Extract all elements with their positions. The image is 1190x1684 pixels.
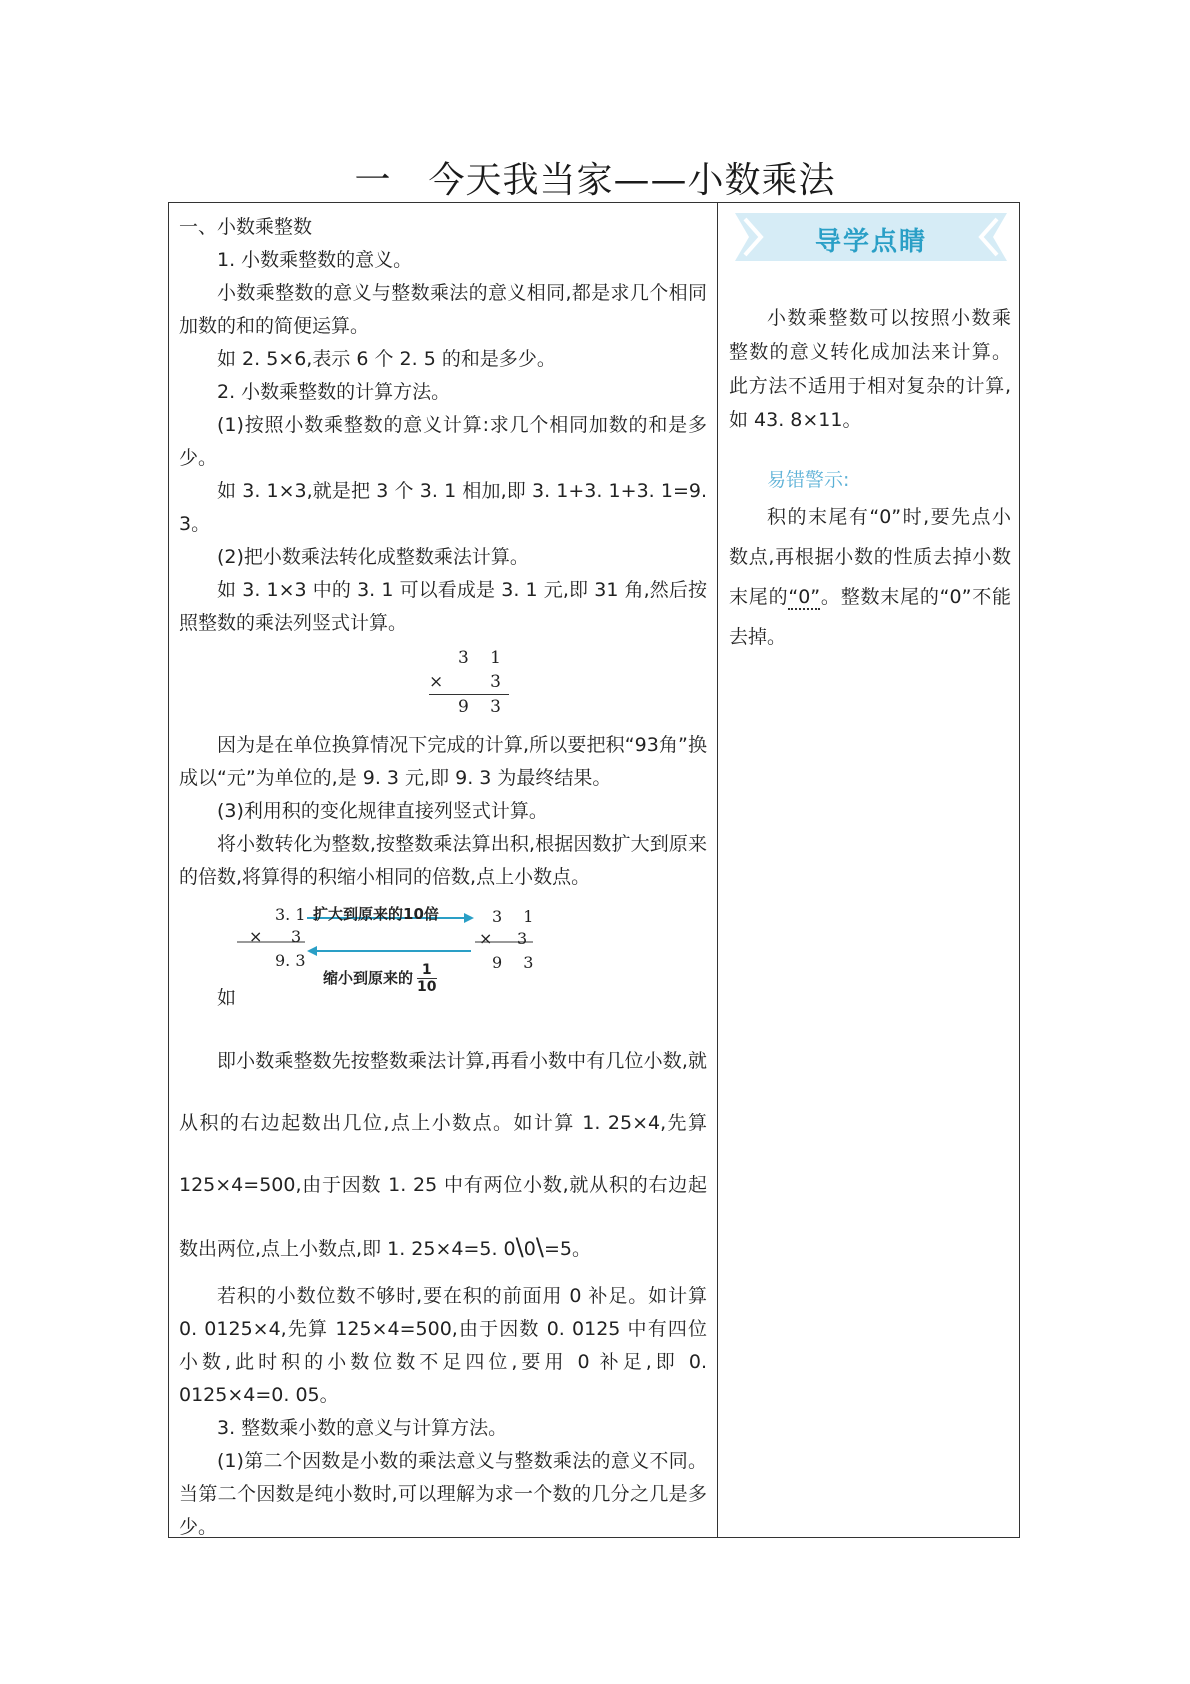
vertical-result: 9 3 <box>457 697 509 717</box>
section-heading: 一、小数乘整数 <box>179 216 313 238</box>
guide-text: 小数乘整数可以按照小数乘整数的意义转化成加法来计算。此方法不适用于相对复杂的计算,如 43. 8×11。 <box>729 307 1011 431</box>
fraction-numerator: 1 <box>417 962 436 979</box>
paragraph-text: 即小数乘整数先按整数乘法计算,再看小数中有几位小数,就从积的右边起数出几位,点上小数点。如计算 1. 25×4,先算 125×4=500,由于因数 1. 25 中有两位小数,就从积的右边起数出两位,点上小数点,即 1. 25×4=5. 0 <box>179 1050 707 1260</box>
paragraph: (3)利用积的变化规律直接列竖式计算。 <box>217 800 548 822</box>
paragraph-text-tail-b: =5。 <box>543 1238 591 1260</box>
times-sign: × <box>479 929 493 948</box>
paragraph: 如 3. 1×3,就是把 3 个 3. 1 相加,即 3. 1+3. 1+3. 1=9. 3。 <box>179 480 707 535</box>
fraction-denominator: 10 <box>417 979 437 995</box>
diagram-graphics <box>179 898 707 1030</box>
fraction <box>417 962 436 995</box>
left-multiplier: 3 <box>291 927 302 946</box>
left-top: 3. 1 <box>275 905 306 924</box>
warning-title: 易错警示: <box>767 469 850 491</box>
paragraph: (2)把小数乘法转化成整数乘法计算。 <box>217 546 529 568</box>
crossout-slash: \ <box>515 1233 524 1261</box>
paragraph: (1)按照小数乘整数的意义计算:求几个相同加数的和是多少。 <box>179 414 707 469</box>
subheading-2: 2. 小数乘整数的计算方法。 <box>217 381 451 403</box>
right-result: 9 3 <box>492 953 542 972</box>
crossout-slash: \ <box>535 1233 544 1261</box>
main-column <box>179 211 707 1544</box>
arrow-enlarge-head <box>464 913 474 923</box>
subheading-1: 1. 小数乘整数的意义。 <box>217 249 413 271</box>
times-sign: × <box>249 927 263 946</box>
sidebar-body <box>729 301 1011 657</box>
paragraph: (1)第二个因数是小数的乘法意义与整数乘法的意义不同。当第二个因数是纯小数时,可以理解为求一个数的几分之几是多少。 <box>179 1450 707 1538</box>
paragraph <box>179 1030 707 1280</box>
subheading-3: 3. 整数乘小数的意义与计算方法。 <box>217 1417 508 1439</box>
paragraph-text-tail-a: 0 <box>523 1238 536 1260</box>
times-sign: × <box>429 672 452 692</box>
arrow-shrink-label: 缩小到原来的 <box>323 969 414 987</box>
column-divider <box>717 203 718 1537</box>
vertical-top: 3 1 <box>457 648 509 668</box>
right-multiplier: 3 <box>517 929 528 948</box>
right-top: 3 1 <box>492 907 542 926</box>
content-table <box>168 202 1020 1538</box>
paragraph: 如 3. 1×3 中的 3. 1 可以看成是 3. 1 元,即 31 角,然后按照整数的乘法列竖式计算。 <box>179 579 707 634</box>
example-label: 如 <box>217 987 237 1009</box>
warning-text-post: 。整数末尾的“0”不能去掉。 <box>729 586 1011 648</box>
banner-title: 导学点睛 <box>814 227 927 257</box>
arrow-shrink-label-group <box>323 962 437 995</box>
banner <box>735 213 1007 261</box>
vertical-multiplication <box>429 646 509 719</box>
paragraph: 小数乘整数的意义与整数乘法的意义相同,都是求几个相同加数的和的简便运算。 <box>179 282 707 337</box>
arrow-enlarge-label: 扩大到原来的10倍 <box>313 905 439 923</box>
paragraph: 若积的小数位数不够时,要在积的前面用 0 补足。如计算 0. 0125×4,先算 125×4=500,由于因数 0. 0125 中有四位小数,此时积的小数位数不足四位,要用 0 补足,即 0. 0125×4=0. 05。 <box>179 1285 707 1406</box>
conversion-diagram <box>179 898 707 1030</box>
warning-text-emphasis: “0” <box>788 586 821 608</box>
paragraph: 如 2. 5×6,表示 6 个 2. 5 的和是多少。 <box>217 348 556 370</box>
paragraph: 因为是在单位换算情况下完成的计算,所以要把积“93角”换成以“元”为单位的,是 9. 3 元,即 9. 3 为最终结果。 <box>179 734 707 789</box>
paragraph: 将小数转化为整数,按整数乘法算出积,根据因数扩大到原来的倍数,将算得的积缩小相同的倍数,点上小数点。 <box>179 833 707 888</box>
warning-text <box>729 497 1011 657</box>
vertical-multiplier: 3 <box>490 672 509 692</box>
left-result: 9. 3 <box>275 951 306 970</box>
warning-text-pre: 积的末尾有“0”时,要先点小数点,再根据小数的性质去掉小数末尾的 <box>729 506 1011 608</box>
arrow-shrink-head <box>307 946 317 956</box>
page-title: 一 今天我当家——小数乘法 <box>354 160 836 201</box>
